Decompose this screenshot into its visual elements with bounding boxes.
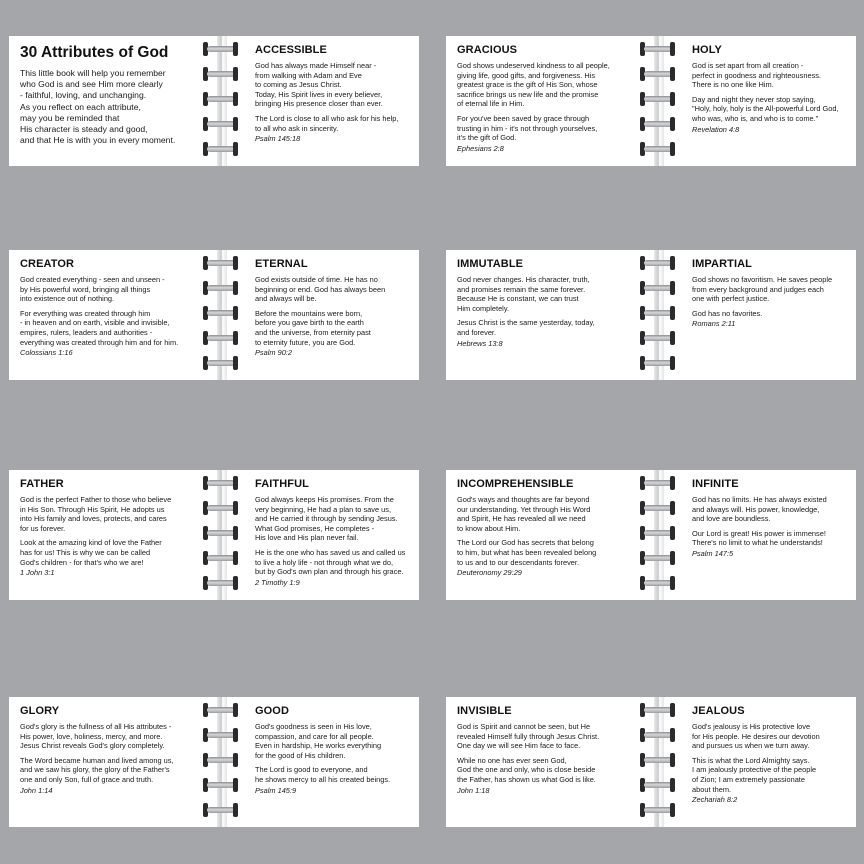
spiral-binding xyxy=(634,36,681,166)
spiral-ring-icon xyxy=(203,476,239,490)
ring-hole xyxy=(233,753,238,767)
right-page xyxy=(244,36,416,166)
spiral-ring-icon xyxy=(203,576,239,590)
ring-hole xyxy=(233,142,238,156)
spiral-ring-icon xyxy=(640,331,676,345)
spiral-ring-icon xyxy=(640,117,676,131)
ring-hole xyxy=(670,306,675,320)
scripture-reference: Psalm 145:18 xyxy=(255,134,301,144)
spiral-ring-icon xyxy=(203,753,239,767)
description-text: God's glory is the fullness of all His attributes - His power, love, holiness, mercy, and more. Jesus Christ reveals God's glory completely. xyxy=(20,722,172,751)
attribute-title: ETERNAL xyxy=(255,258,308,270)
left-page xyxy=(9,36,199,166)
spiral-binding xyxy=(197,697,244,827)
scripture-reference: Hebrews 13:8 xyxy=(457,338,503,348)
scripture-text: For everything was created through him - in heaven and on earth, visible and invisible, empires, rulers, leaders and authorities - everything was created through him and for him. xyxy=(20,308,179,347)
left-page xyxy=(446,250,636,380)
left-page xyxy=(446,36,636,166)
spiral-ring-icon xyxy=(640,142,676,156)
description-text: God's ways and thoughts are far beyond our understanding. Yet through His Word and Spirit, He has revealed all we need to know about Him. xyxy=(457,495,591,533)
ring-hole xyxy=(233,526,238,540)
spiral-ring-icon xyxy=(640,281,676,295)
scripture-text: This is what the Lord Almighty says. I am jealously protective of the people of Zion; I am extremely passionate about them. xyxy=(692,755,817,794)
spiral-ring-icon xyxy=(640,256,676,270)
spiral-ring-icon xyxy=(640,42,676,56)
right-page xyxy=(244,697,416,827)
page-content xyxy=(681,478,853,558)
left-page xyxy=(446,697,636,827)
scripture-reference: Ephesians 2:8 xyxy=(457,143,504,153)
scripture-reference: 1 John 3:1 xyxy=(20,568,55,578)
ring-hole xyxy=(233,703,238,717)
ring-hole xyxy=(233,501,238,515)
spiral-ring-icon xyxy=(640,551,676,565)
page-content xyxy=(681,44,853,134)
right-page xyxy=(681,250,853,380)
description-text: God created everything - seen and unseen - by His powerful word, bringing all things into existence out of nothing. xyxy=(20,275,165,304)
description-text: This little book will help you remember who God is and see Him more clearly - faithful, loving, and unchanging. As you reflect on each attribute, may you be reminded that His character is steady and good, and that He is with you in every moment. xyxy=(20,68,176,146)
ring-hole xyxy=(670,576,675,590)
ring-hole xyxy=(233,281,238,295)
description-text: God's goodness is seen in His love, compassion, and care for all people. Even in hardship, He works everything for the good of His children. xyxy=(255,722,382,760)
spiral-binding xyxy=(197,470,244,600)
attribute-title: IMPARTIAL xyxy=(692,258,752,270)
page-content xyxy=(9,478,199,577)
spiral-ring-icon xyxy=(640,306,676,320)
page-content xyxy=(244,705,416,795)
scripture-text: The Word became human and lived among us, and we saw his glory, the glory of the Father's one and only Son, full of grace and truth. xyxy=(20,755,174,784)
ring-hole xyxy=(670,117,675,131)
ring-hole xyxy=(670,778,675,792)
left-page xyxy=(446,470,636,600)
spiral-ring-icon xyxy=(203,501,239,515)
ring-hole xyxy=(670,142,675,156)
description-text: God exists outside of time. He has no beginning or end. God has always been and always will be. xyxy=(255,275,386,304)
ring-hole xyxy=(670,526,675,540)
spiral-ring-icon xyxy=(640,576,676,590)
scripture-text: He is the one who has saved us and called us to live a holy life - not through what we do, but by God's own plan and through his grace. xyxy=(255,547,406,577)
spiral-ring-icon xyxy=(203,803,239,817)
scripture-text: God has no favorites. xyxy=(692,308,763,318)
ring-hole xyxy=(233,331,238,345)
spiral-ring-icon xyxy=(640,526,676,540)
spiral-ring-icon xyxy=(640,356,676,370)
attribute-title: CREATOR xyxy=(20,258,75,270)
ring-hole xyxy=(233,256,238,270)
scripture-text: Day and night they never stop saying, "Holy, holy, holy is the All-powerful Lord God, who was, who is, and who is to come." xyxy=(692,94,839,123)
ring-hole xyxy=(233,117,238,131)
spiral-ring-icon xyxy=(640,803,676,817)
attribute-title: GRACIOUS xyxy=(457,44,518,56)
spiral-ring-icon xyxy=(203,142,239,156)
spiral-card xyxy=(446,250,856,380)
scripture-reference: Romans 2:11 xyxy=(692,319,736,329)
scripture-reference: Colossians 1:16 xyxy=(20,348,73,358)
ring-hole xyxy=(233,803,238,817)
ring-hole xyxy=(670,42,675,56)
left-page xyxy=(9,470,199,600)
description-text: God never changes. His character, truth, and promises remain the same forever. Because He is constant, we can trust Him completely. xyxy=(457,275,590,313)
attribute-title: FATHER xyxy=(20,478,64,490)
spiral-ring-icon xyxy=(203,117,239,131)
ring-hole xyxy=(670,281,675,295)
description-text: God is Spirit and cannot be seen, but He revealed Himself fully through Jesus Christ. One day we will see Him face to face. xyxy=(457,722,600,751)
scripture-reference: John 1:18 xyxy=(457,785,490,795)
spiral-ring-icon xyxy=(203,356,239,370)
booklet-title: 30 Attributes of God xyxy=(20,44,169,61)
ring-hole xyxy=(670,92,675,106)
attribute-title: GLORY xyxy=(20,705,60,717)
spiral-ring-icon xyxy=(640,778,676,792)
spiral-ring-icon xyxy=(640,703,676,717)
spiral-card xyxy=(446,697,856,827)
page-content xyxy=(244,258,416,357)
scripture-text: Before the mountains were born, before you gave birth to the earth and the universe, from eternity past to eternity future, you are God. xyxy=(255,308,371,347)
ring-hole xyxy=(233,306,238,320)
ring-hole xyxy=(670,551,675,565)
attribute-title: FAITHFUL xyxy=(255,478,309,490)
scripture-text: Jesus Christ is the same yesterday, today, and forever. xyxy=(457,318,595,337)
spiral-binding xyxy=(197,36,244,166)
spiral-ring-icon xyxy=(640,753,676,767)
spiral-card xyxy=(9,697,419,827)
page-content xyxy=(9,44,199,146)
ring-hole xyxy=(233,67,238,81)
spiral-ring-icon xyxy=(640,92,676,106)
ring-hole xyxy=(233,356,238,370)
right-page xyxy=(681,470,853,600)
description-text: God has always made Himself near - from walking with Adam and Eve to coming as Jesus Christ. Today, His Spirit lives in every believer, bringing His presence closer than ever. xyxy=(255,61,383,109)
left-page xyxy=(9,697,199,827)
ring-hole xyxy=(670,728,675,742)
attribute-title: HOLY xyxy=(692,44,722,56)
ring-hole xyxy=(670,753,675,767)
attribute-title: INCOMPREHENSIBLE xyxy=(457,478,574,490)
description-text: God is the perfect Father to those who believe in His Son. Through His Spirit, He adopts us into His family and loves, protects, and cares for us forever. xyxy=(20,495,172,533)
page-content xyxy=(9,705,199,795)
ring-hole xyxy=(670,256,675,270)
ring-hole xyxy=(233,42,238,56)
right-page xyxy=(681,697,853,827)
scripture-reference: John 1:14 xyxy=(20,785,53,795)
spiral-ring-icon xyxy=(203,256,239,270)
scripture-reference: Zechariah 8:2 xyxy=(692,795,738,805)
page-content xyxy=(244,478,416,587)
spiral-binding xyxy=(634,470,681,600)
ring-hole xyxy=(233,778,238,792)
attribute-title: JEALOUS xyxy=(692,705,745,717)
scripture-text: The Lord is good to everyone, and he shows mercy to all his created beings. xyxy=(255,765,391,784)
spiral-ring-icon xyxy=(203,728,239,742)
ring-hole xyxy=(233,92,238,106)
page-content xyxy=(446,705,636,795)
ring-hole xyxy=(670,331,675,345)
spiral-ring-icon xyxy=(640,501,676,515)
spiral-binding xyxy=(634,250,681,380)
spiral-ring-icon xyxy=(640,728,676,742)
spiral-card xyxy=(9,36,419,166)
ring-hole xyxy=(233,476,238,490)
attribute-title: INVISIBLE xyxy=(457,705,512,717)
scripture-reference: 2 Timothy 1:9 xyxy=(255,577,300,587)
scripture-reference: Psalm 147:5 xyxy=(692,548,734,558)
ring-hole xyxy=(670,476,675,490)
spiral-ring-icon xyxy=(640,67,676,81)
scripture-reference: Revelation 4:8 xyxy=(692,124,740,134)
left-page xyxy=(9,250,199,380)
description-text: God has no limits. He has always existed and always will. His power, knowledge, and love are boundless. xyxy=(692,495,827,524)
page-content xyxy=(446,478,636,577)
page-content xyxy=(446,258,636,348)
description-text: God is set apart from all creation - perfect in goodness and righteousness. There is no one like Him. xyxy=(692,61,822,90)
description-text: God's jealousy is His protective love for His people. He desires our devotion and pursues us when we turn away. xyxy=(692,722,820,751)
spiral-card xyxy=(9,470,419,600)
spiral-binding xyxy=(634,697,681,827)
spiral-ring-icon xyxy=(203,331,239,345)
ring-hole xyxy=(670,356,675,370)
ring-hole xyxy=(670,501,675,515)
page-content xyxy=(681,258,853,328)
attribute-title: ACCESSIBLE xyxy=(255,44,327,56)
page-content xyxy=(446,44,636,153)
spiral-card xyxy=(446,470,856,600)
ring-hole xyxy=(233,576,238,590)
scripture-reference: Deuteronomy 29:29 xyxy=(457,568,522,578)
description-text: God shows no favoritism. He saves people from every background and judges each one with perfect justice. xyxy=(692,275,833,304)
attribute-title: IMMUTABLE xyxy=(457,258,524,270)
spiral-ring-icon xyxy=(203,281,239,295)
spiral-card xyxy=(9,250,419,380)
ring-hole xyxy=(670,803,675,817)
spiral-ring-icon xyxy=(203,306,239,320)
spiral-ring-icon xyxy=(203,67,239,81)
description-text: God always keeps His promises. From the very beginning, He had a plan to save us, and He carried it through by sending Jesus. What God promises, He completes - His love and His plan never fail. xyxy=(255,495,398,543)
spiral-ring-icon xyxy=(203,703,239,717)
spiral-ring-icon xyxy=(203,92,239,106)
page-content xyxy=(681,705,853,804)
attribute-title: INFINITE xyxy=(692,478,739,490)
scripture-reference: Psalm 90:2 xyxy=(255,348,292,358)
right-page xyxy=(244,470,416,600)
scripture-text: Look at the amazing kind of love the Father has for us! This is why we can be called God's children - for that's who we are! xyxy=(20,538,162,567)
spiral-ring-icon xyxy=(203,778,239,792)
right-page xyxy=(681,36,853,166)
scripture-text: Our Lord is great! His power is immense! There's no limit to what he understands! xyxy=(692,528,826,548)
spiral-ring-icon xyxy=(640,476,676,490)
page-content xyxy=(9,258,199,357)
ring-hole xyxy=(233,728,238,742)
description-text: God shows undeserved kindness to all people, giving life, good gifts, and forgiveness. His greatest grace is the gift of His Son, whose sacrifice brings us new life and the promise of eternal life in Him. xyxy=(457,61,610,109)
ring-hole xyxy=(233,551,238,565)
page-content xyxy=(244,44,416,143)
ring-hole xyxy=(670,67,675,81)
spiral-ring-icon xyxy=(203,526,239,540)
scripture-text: While no one has ever seen God, God the one and only, who is close beside the Father, has shown us what God is like. xyxy=(457,755,596,784)
ring-hole xyxy=(670,703,675,717)
scripture-text: The Lord is close to all who ask for his help, to all who ask in sincerity. xyxy=(255,113,399,133)
spiral-binding xyxy=(197,250,244,380)
spiral-card xyxy=(446,36,856,166)
right-page xyxy=(244,250,416,380)
attribute-title: GOOD xyxy=(255,705,290,717)
spiral-ring-icon xyxy=(203,551,239,565)
spiral-ring-icon xyxy=(203,42,239,56)
scripture-text: For you've been saved by grace through trusting in him - it's not through yourselves, it's the gift of God. xyxy=(457,113,598,143)
scripture-reference: Psalm 145:9 xyxy=(255,785,297,795)
scripture-text: The Lord our God has secrets that belong to him, but what has been revealed belong to us and to our descendants forever. xyxy=(457,538,597,567)
